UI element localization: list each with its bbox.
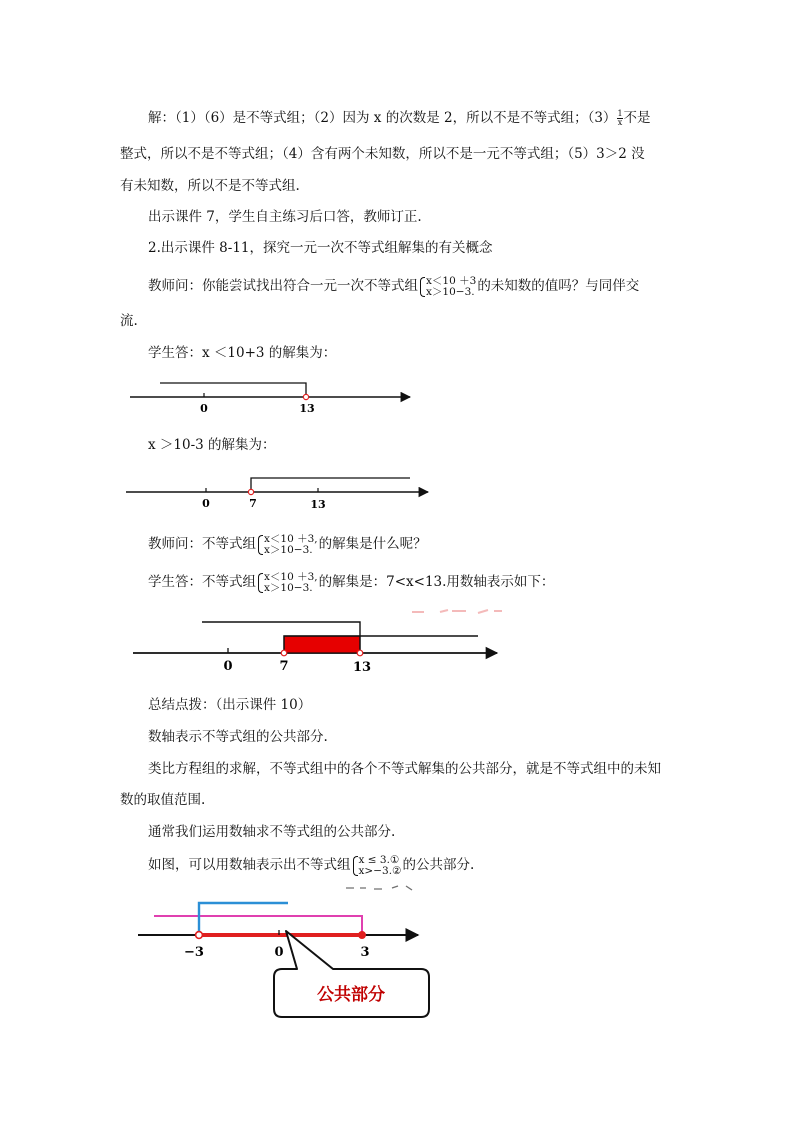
tick-label-0: 0 [200, 402, 208, 415]
inequality-system: x ≤ 3.① x>−3.② [352, 855, 402, 877]
tick-label-13: 13 [352, 660, 372, 675]
p1-text-a: 解：（1）（6）是不等式组；（2）因为 x 的次数是 2，所以不是不等式组；（3） [148, 110, 617, 126]
p10: 数轴表示不等式组的公共部分. [148, 729, 328, 745]
p4-line1: 教师问：你能尝试找出符合一元一次不等式组 x＜10 ＋3 x＞10−3. 的未知数的值吗？与同伴交 [148, 274, 640, 298]
tick-label-7: 7 [249, 497, 257, 510]
open-point-13 [303, 394, 308, 399]
p13: 如图，可以用数轴表示出不等式组 x ≤ 3.① x>−3.② 的公共部分. [148, 853, 475, 877]
p1-line3: 有未知数，所以不是不等式组. [120, 178, 300, 194]
p9: 总结点拨：（出示课件 10） [148, 697, 312, 713]
bracket-x-le-3 [154, 916, 362, 935]
solution-bracket [251, 478, 410, 492]
p7: 教师问：不等式组 x＜10 ＋3, x＞10−3. 的解集是什么呢？ [148, 532, 427, 556]
solution-bracket [160, 383, 306, 397]
p3: 2.出示课件 8-11，探究一元一次不等式组解集的有关概念 [148, 240, 493, 256]
tick-label-neg3: −3 [184, 945, 204, 960]
p4-line2: 流. [120, 313, 138, 329]
open-point-13 [357, 650, 363, 656]
p12: 通常我们运用数轴求不等式组的公共部分. [148, 824, 396, 840]
open-point-neg3 [196, 932, 203, 939]
bracket-x-gt-neg3 [199, 903, 288, 935]
cropped-residue [412, 610, 502, 613]
inequality-system: x＜10 ＋3, x＞10−3. [257, 572, 318, 594]
p6: x ＞10-3 的解集为： [148, 437, 276, 453]
p1-line2: 整式，所以不是不等式组；（4）含有两个未知数，所以不是一元不等式组；（5）3＞2 没 [120, 146, 645, 162]
p11-line1: 类比方程组的求解，不等式组中的各个不等式解集的公共部分，就是不等式组中的未知 [148, 761, 661, 777]
p11-line2: 数的取值范围. [120, 792, 206, 808]
open-point-7 [281, 650, 287, 656]
number-line-3 [133, 610, 502, 675]
tick-label-7: 7 [279, 659, 289, 674]
common-region [284, 636, 360, 653]
p8: 学生答：不等式组 x＜10 ＋3, x＞10−3. 的解集是：7<x<13.用数轴表示如下： [148, 570, 555, 594]
tick-label-13: 13 [299, 402, 315, 415]
tick-label-0: 0 [223, 659, 233, 674]
cropped-residue [346, 886, 412, 890]
number-line-1 [130, 383, 410, 415]
p2: 出示课件 7，学生自主练习后口答，教师订正. [148, 209, 422, 225]
fraction-1-over-x: $\frac{1}{x}$ [617, 109, 623, 127]
p1-text-b: 不是 [623, 110, 651, 126]
p5: 学生答：x ＜10+3 的解集为： [148, 345, 337, 361]
tick-label-13: 13 [310, 498, 326, 511]
number-line-4 [138, 886, 429, 1017]
inequality-system: x＜10 ＋3 x＞10−3. [419, 276, 476, 298]
tick-label-0: 0 [274, 945, 284, 960]
tick-label-3: 3 [360, 945, 370, 960]
open-point-7 [248, 489, 253, 494]
inequality-system: x＜10 ＋3, x＞10−3. [257, 534, 318, 556]
closed-point-3 [359, 932, 366, 939]
tick-label-0: 0 [202, 497, 210, 510]
callout-label: 公共部分 [317, 985, 385, 1005]
number-line-2 [126, 478, 428, 511]
